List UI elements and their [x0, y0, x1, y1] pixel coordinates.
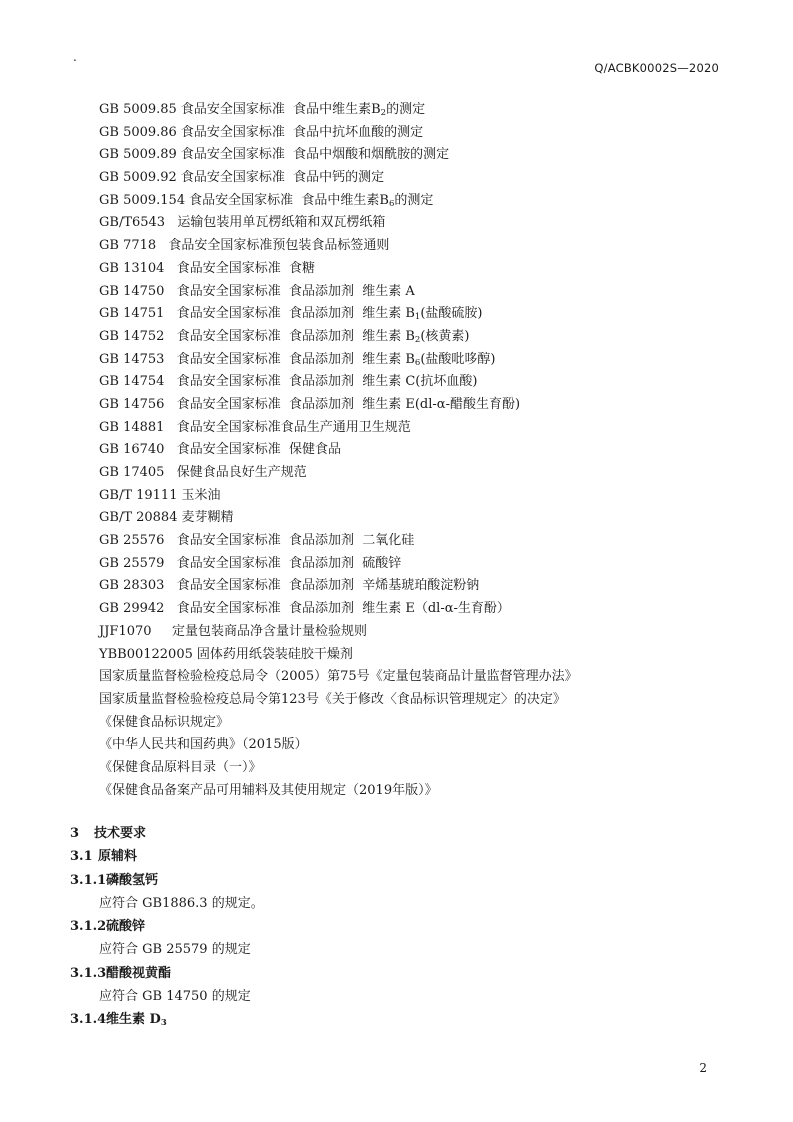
reference-item	[99, 485, 739, 508]
standard-code: GB 14751	[99, 306, 165, 322]
standard-title: 食品安全国家标准 食品添加剂 维生素 A	[168, 283, 415, 299]
section-number: 3.1	[70, 849, 93, 865]
standard-code: GB 5009.92	[99, 170, 177, 186]
standard-title: 食品安全国家标准 食糖	[168, 260, 315, 276]
section-3-1-4-heading	[70, 1008, 730, 1031]
section-title: 原辅料	[98, 849, 138, 865]
header-dot: .	[73, 50, 77, 64]
standard-code: GB 29942	[99, 601, 165, 617]
standard-code: GB 14753	[99, 351, 165, 367]
section-3-heading	[70, 822, 730, 845]
reference-item	[99, 439, 739, 462]
subscript: 6	[388, 198, 395, 209]
standard-code: GB 5009.154	[99, 192, 186, 208]
subscript: 1	[414, 312, 421, 323]
section-number: 3	[70, 826, 80, 841]
standard-title: 食品安全国家标准 食品添加剂 硫酸锌	[168, 555, 402, 571]
reference-item	[99, 462, 739, 485]
reference-item	[99, 621, 739, 644]
standard-title: 食品安全国家标准 食品添加剂 维生素 B	[168, 328, 415, 344]
reference-item	[99, 780, 739, 803]
standard-code: GB/T6543	[99, 215, 166, 231]
reference-item	[99, 258, 739, 281]
reference-item	[99, 530, 739, 553]
standard-title-tail: 的测定	[386, 102, 426, 117]
standard-title: 保健食品良好生产规范	[168, 465, 307, 480]
standard-title-tail: (盐酸硫胺)	[420, 306, 483, 322]
reference-item	[99, 734, 739, 757]
standard-title: 食品安全国家标准 食品添加剂 辛烯基琥珀酸淀粉钠	[168, 578, 480, 594]
standard-title: 食品安全国家标准 食品添加剂 二氧化硅	[168, 533, 415, 549]
section-title: 技术要求	[94, 826, 147, 841]
standard-title: 固体药用纸袋装硅胶干燥剂	[196, 646, 353, 662]
reference-item	[99, 326, 739, 349]
reference-item	[99, 349, 739, 372]
page-number: 2	[699, 1061, 707, 1075]
section-3-1-1-heading	[70, 869, 730, 892]
reference-item	[99, 99, 739, 122]
reference-item	[99, 575, 739, 598]
standard-title: 食品安全国家标准 食品添加剂 维生素 C(抗坏血酸)	[168, 374, 478, 390]
standard-title-tail: 的测定	[394, 192, 434, 208]
standard-title: 食品安全国家标准 食品中维生素B	[180, 102, 381, 117]
reference-item	[99, 712, 739, 735]
standard-title: 玉米油	[181, 487, 221, 503]
standard-title: 食品安全国家标准 食品添加剂 维生素 B	[168, 306, 415, 322]
standard-title: 定量包装商品净含量计量检验规则	[155, 623, 368, 639]
standard-code: GB 5009.89	[99, 147, 177, 163]
section-3-1-3-body: 应符合 GB 14750 的规定	[99, 989, 251, 1005]
standard-title: 《保健食品标识规定》	[99, 714, 230, 730]
reference-item	[99, 371, 739, 394]
standard-title: 《保健食品原料目录（一）》	[99, 759, 262, 775]
standard-title: 食品安全国家标准 食品添加剂 维生素 B	[168, 351, 415, 367]
standard-title: 国家质量监督检验检疫总局令第123号《关于修改〈食品标识管理规定〉的决定》	[99, 691, 566, 707]
section-number: 3.1.1	[70, 872, 107, 888]
reference-item	[99, 144, 739, 167]
standard-code: GB 14881	[99, 419, 165, 435]
standard-title: 食品安全国家标准 食品中钙的测定	[180, 170, 385, 186]
standard-title: 食品安全国家标准 食品添加剂 维生素 E（dl-α-生育酚）	[168, 601, 510, 617]
reference-item	[99, 553, 739, 576]
standard-title: 运输包装用单瓦楞纸箱和双瓦楞纸箱	[169, 215, 386, 231]
reference-item	[99, 507, 739, 530]
section-3-1-2-heading	[70, 915, 730, 938]
standard-code: GB 14750	[99, 283, 165, 299]
standard-title: 《中华人民共和国药典》（2015版）	[99, 737, 308, 753]
reference-item	[99, 235, 739, 258]
standard-title: 国家质量监督检验检疫总局令（2005）第75号《定量包装商品计量监督管理办法》	[99, 669, 578, 685]
section-3-1-3-heading	[70, 962, 730, 985]
standard-title: 食品安全国家标准 食品中维生素B	[189, 192, 389, 208]
reference-item	[99, 190, 739, 213]
standard-code: GB 7718	[99, 238, 157, 254]
standard-code: GB 5009.86	[99, 124, 177, 140]
standard-code: GB 25579	[99, 555, 165, 571]
reference-item	[99, 303, 739, 326]
reference-item	[99, 167, 739, 190]
document-code: Q/ACBK0002S—2020	[594, 61, 719, 75]
standard-title-tail: (盐酸吡哆醇)	[420, 351, 496, 367]
subscript: 6	[414, 357, 421, 368]
normative-references-list	[99, 99, 739, 802]
standard-code: GB 17405	[99, 465, 165, 480]
standard-title: 食品安全国家标准食品生产通用卫生规范	[168, 419, 411, 435]
section-title: 醋酸视黄酯	[106, 965, 172, 981]
section-3-1-1-body: 应符合 GB1886.3 的规定。	[99, 895, 264, 911]
standard-title: 麦芽糊精	[181, 510, 234, 526]
standard-title: 食品安全国家标准预包装食品标签通则	[160, 238, 390, 254]
reference-item	[99, 757, 739, 780]
standard-code: GB 25576	[99, 533, 165, 549]
reference-item	[99, 281, 739, 304]
section-3-1-heading	[70, 845, 730, 868]
standard-code: GB 5009.85	[99, 102, 177, 117]
standard-title: 食品安全国家标准 食品中烟酸和烟酰胺的测定	[180, 147, 450, 163]
subscript: 2	[414, 334, 421, 345]
standard-code: JJF1070	[99, 623, 152, 639]
technical-requirements-section	[70, 822, 730, 1032]
section-3-1-2-body: 应符合 GB 25579 的规定	[99, 942, 251, 958]
standard-code: GB/T 20884	[99, 510, 178, 526]
standard-title-tail: (核黄素)	[420, 328, 470, 344]
standard-code: GB 14752	[99, 328, 165, 344]
standard-code: GB 16740	[99, 442, 165, 458]
section-title: 磷酸氢钙	[106, 872, 159, 888]
standard-code: GB/T 19111	[99, 487, 178, 503]
standard-title: 《保健食品备案产品可用辅料及其使用规定（2019年版）》	[99, 782, 438, 798]
standard-title: 食品安全国家标准 食品添加剂 维生素 E(dl-α-醋酸生育酚)	[168, 396, 521, 412]
reference-item	[99, 417, 739, 440]
reference-item	[99, 122, 739, 145]
section-number: 3.1.2	[70, 919, 107, 935]
subscript: 3	[160, 1018, 167, 1029]
subscript: 2	[380, 108, 387, 118]
reference-item	[99, 644, 739, 667]
standard-title: 食品安全国家标准 保健食品	[168, 442, 341, 458]
reference-item	[99, 598, 739, 621]
reference-item	[99, 212, 739, 235]
reference-item	[99, 394, 739, 417]
standard-code: YBB00122005	[99, 646, 193, 662]
standard-code: GB 14754	[99, 374, 165, 390]
section-title: 维生素 D	[106, 1012, 161, 1028]
section-number: 3.1.4	[70, 1012, 107, 1028]
standard-code: GB 28303	[99, 578, 165, 594]
section-title: 硫酸锌	[106, 919, 146, 935]
section-number: 3.1.3	[70, 965, 107, 981]
reference-item	[99, 689, 739, 712]
reference-item	[99, 666, 739, 689]
standard-title: 食品安全国家标准 食品中抗坏血酸的测定	[180, 124, 424, 140]
standard-code: GB 14756	[99, 396, 165, 412]
standard-code: GB 13104	[99, 260, 165, 276]
